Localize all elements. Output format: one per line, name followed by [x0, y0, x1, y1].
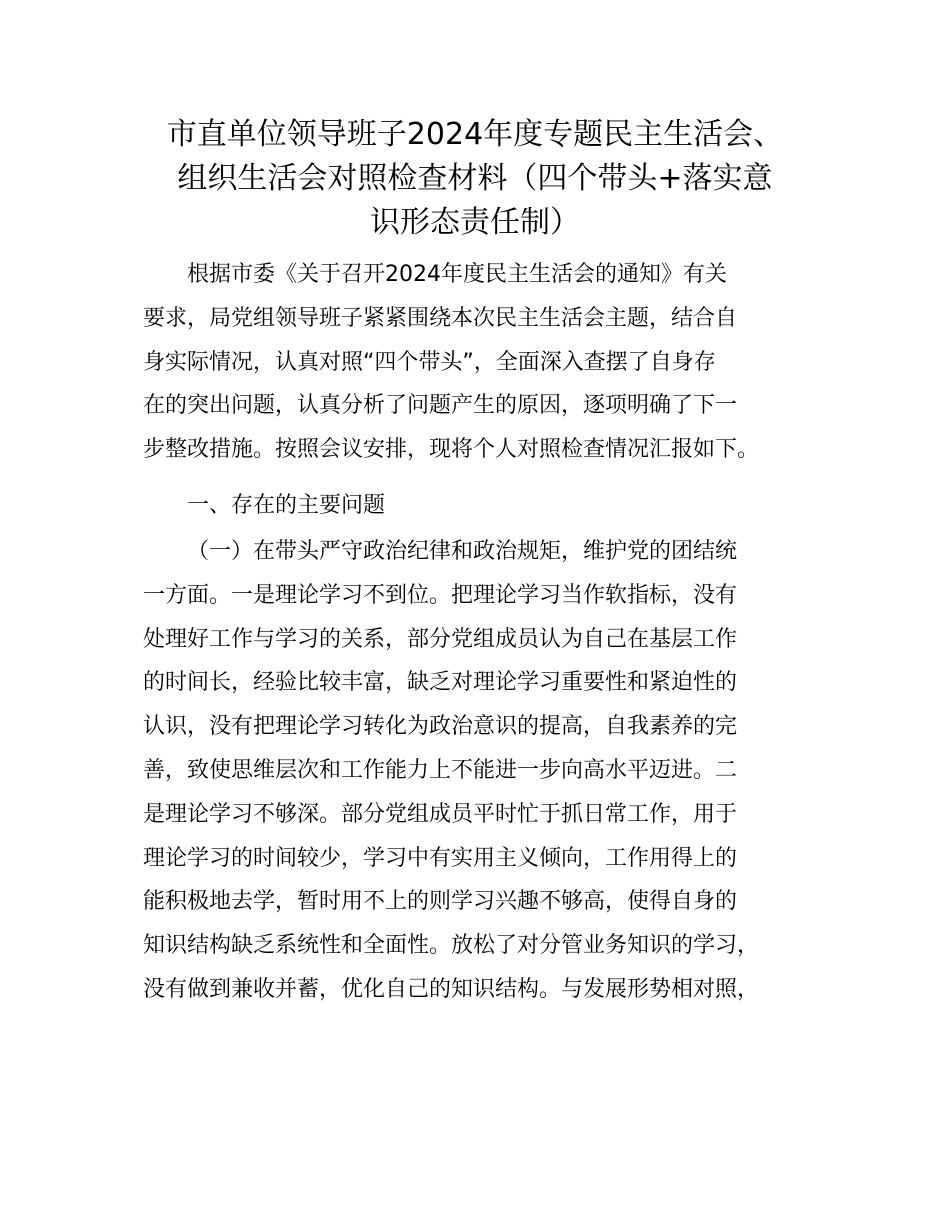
- section-heading-block: [143, 484, 833, 528]
- text-line: 是理论学习不够深。部分党组成员平时忙于抓日常工作，用于: [143, 801, 738, 827]
- document-title: [120, 113, 830, 245]
- text-line: 要求，局党组领导班子紧紧围绕本次民主生活会主题，结合自: [143, 305, 738, 331]
- section1-paragraph: [143, 530, 833, 1012]
- section-heading: 一、存在的主要问题: [187, 493, 386, 518]
- text-line: 能积极地去学，暂时用不上的则学习兴趣不够高，使得自身的: [143, 889, 738, 915]
- text-line: 在的突出问题，认真分析了问题产生的原因，逐项明确了下一: [143, 393, 738, 419]
- text-line: 身实际情况，认真对照“四个带头”，全面深入查摆了自身存: [143, 349, 716, 375]
- text-line: 步整改措施。按照会议安排，现将个人对照检查情况汇报如下。: [143, 437, 760, 463]
- text-line: 根据市委《关于召开2024年度民主生活会的通知》有关: [187, 262, 727, 287]
- title-line: 识形态责任制）: [370, 205, 580, 240]
- text-line: 认识，没有把理论学习转化为政治意识的提高，自我素养的完: [143, 714, 738, 740]
- text-line: 知识结构缺乏系统性和全面性。放松了对分管业务知识的学习，: [143, 933, 760, 959]
- text-line: 善，致使思维层次和工作能力上不能进一步向高水平迈进。二: [143, 757, 738, 783]
- text-line: 一方面。一是理论学习不到位。把理论学习当作软指标，没有: [143, 582, 738, 608]
- intro-paragraph: [143, 253, 833, 472]
- text-line: 理论学习的时间较少，学习中有实用主义倾向，工作用得上的: [143, 845, 738, 871]
- text-line: 的时间长，经验比较丰富，缺乏对理论学习重要性和紧迫性的: [143, 670, 738, 696]
- text-line: 没有做到兼收并蓄，优化自己的知识结构。与发展形势相对照，: [143, 976, 760, 1002]
- title-line: 市直单位领导班子2024年度专题民主生活会、: [166, 117, 784, 152]
- text-line: （一）在带头严守政治纪律和政治规矩，维护党的团结统: [187, 539, 738, 564]
- text-line: 处理好工作与学习的关系，部分党组成员认为自己在基层工作: [143, 626, 738, 652]
- title-line: 组织生活会对照检查材料（四个带头+落实意: [177, 161, 773, 196]
